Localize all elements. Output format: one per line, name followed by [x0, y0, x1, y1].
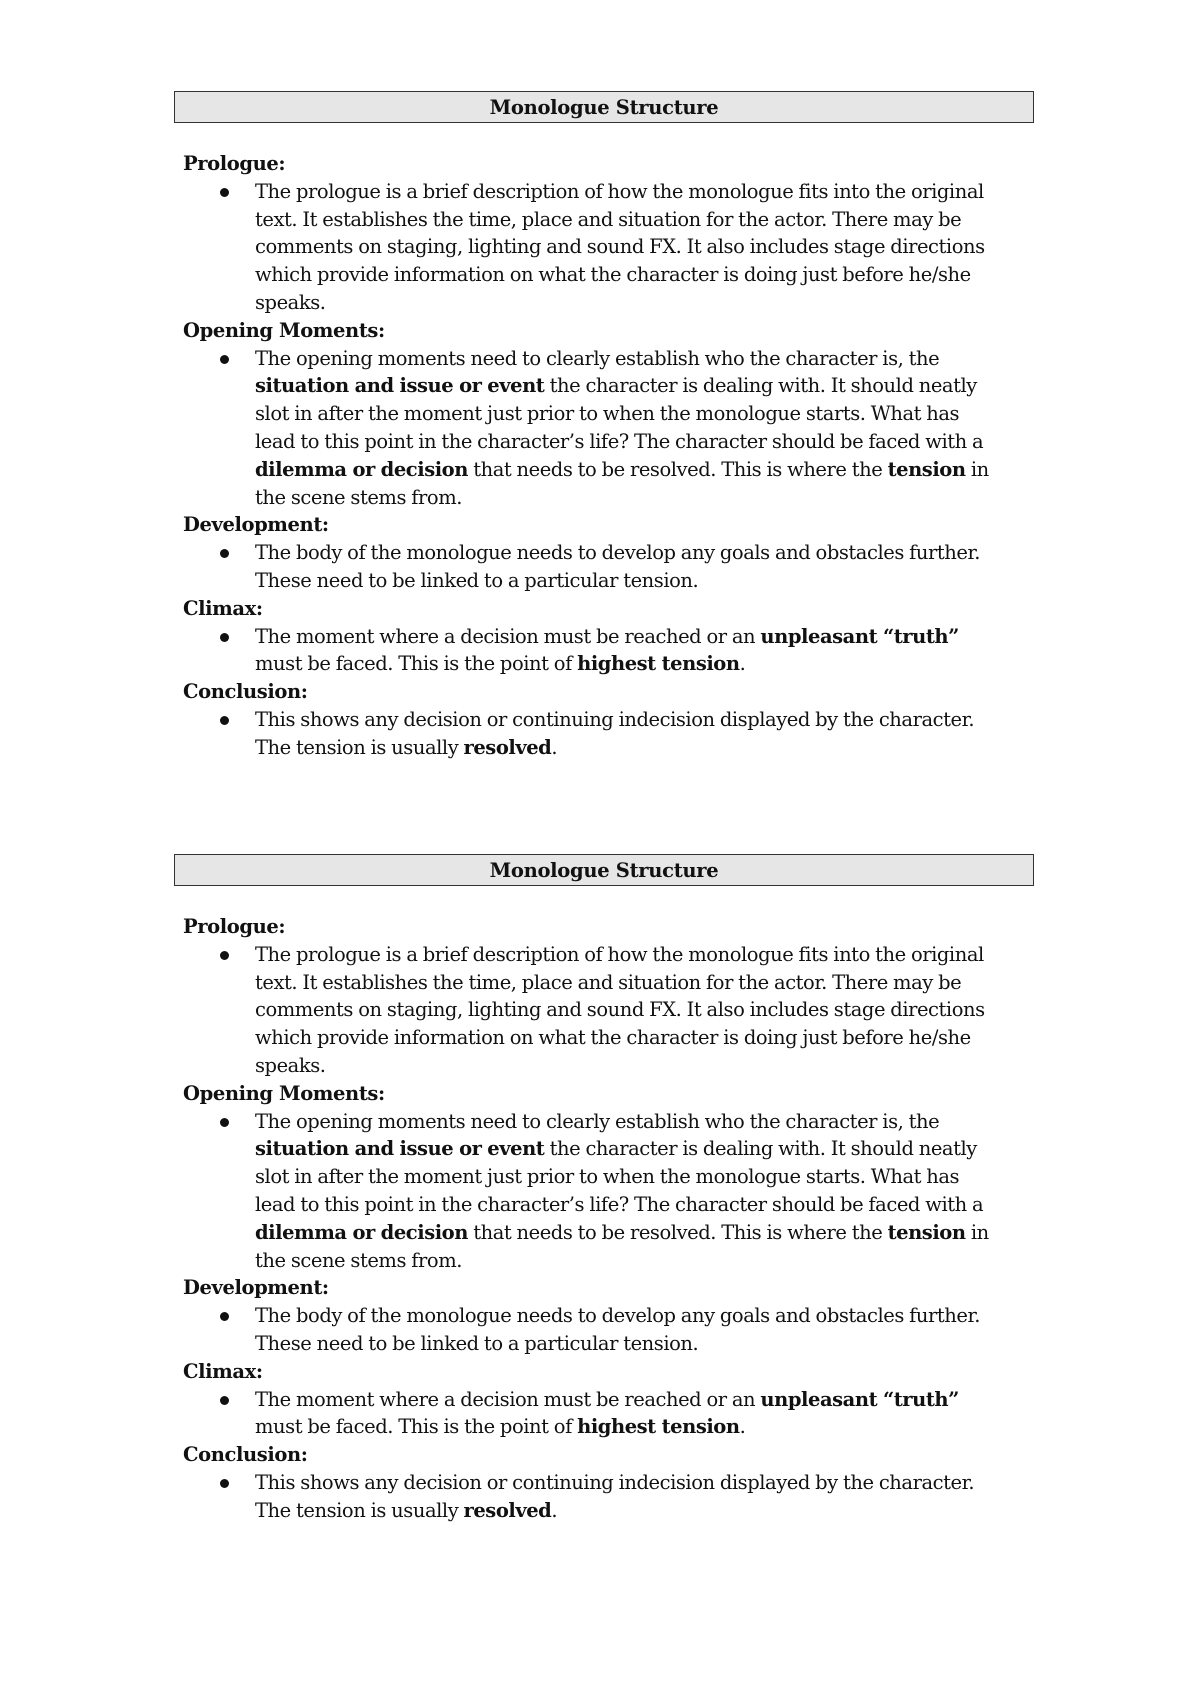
opening-moments-heading: Opening Moments:: [183, 318, 385, 342]
climax-bullet-item: The moment where a decision must be reached or an unpleasant “truth” must be faced. This is the point of highest tension.: [183, 1386, 1034, 1442]
sheet-title: Monologue Structure: [174, 854, 1034, 886]
sheet-title: Monologue Structure: [174, 91, 1034, 123]
conclusion-bullet-item: This shows any decision or continuing indecision displayed by the character. The tension is usually resolved.: [183, 1469, 1034, 1525]
climax-bullet-item: The moment where a decision must be reached or an unpleasant “truth” must be faced. This is the point of highest tension.: [183, 623, 1034, 679]
bullet-icon: [220, 355, 229, 364]
bullet-icon: [220, 716, 229, 725]
bullet-icon: [220, 633, 229, 642]
prologue-bullet-item: The prologue is a brief description of how the monologue fits into the original text. It establishes the time, place and situation for the actor. There may be comments on staging, lighting and sound FX. It also includes stage directions which provide information on what the character is doing just before he/she speaks.: [183, 178, 1034, 317]
conclusion-bullet-item: This shows any decision or continuing indecision displayed by the character. The tension is usually resolved.: [183, 706, 1034, 762]
development-heading: Development:: [183, 513, 329, 537]
conclusion-heading: Conclusion:: [183, 680, 308, 704]
development-bullet-item: The body of the monologue needs to develop any goals and obstacles further. These need to be linked to a particular tension.: [183, 539, 1034, 595]
monologue-structure-sheet-2: [174, 854, 1034, 1525]
bullet-icon: [220, 1118, 229, 1127]
development-heading: Development:: [183, 1276, 329, 1300]
conclusion-heading: Conclusion:: [183, 1443, 308, 1467]
monologue-structure-sheet-1: [174, 91, 1034, 762]
prologue-heading: Prologue:: [183, 915, 286, 938]
bullet-icon: [220, 1312, 229, 1321]
development-bullet-item: The body of the monologue needs to develop any goals and obstacles further. These need to be linked to a particular tension.: [183, 1302, 1034, 1358]
bullet-icon: [220, 1479, 229, 1488]
bullet-icon: [220, 549, 229, 558]
bullet-icon: [220, 1396, 229, 1405]
climax-heading: Climax:: [183, 596, 263, 620]
opening-moments-bullet-item: The opening moments need to clearly establish who the character is, the situation and issue or event the character is dealing with. It should neatly slot in after the moment just prior to when the monologue starts. What has lead to this point in the character’s life? The character should be faced with a dilemma or decision that needs to be resolved. This is where the tension in the scene stems from.: [183, 1108, 1034, 1275]
prologue-heading: Prologue:: [183, 152, 286, 175]
prologue-bullet-item: The prologue is a brief description of how the monologue fits into the original text. It establishes the time, place and situation for the actor. There may be comments on staging, lighting and sound FX. It also includes stage directions which provide information on what the character is doing just before he/she speaks.: [183, 941, 1034, 1080]
bullet-icon: [220, 951, 229, 960]
opening-moments-bullet-item: The opening moments need to clearly establish who the character is, the situation and issue or event the character is dealing with. It should neatly slot in after the moment just prior to when the monologue starts. What has lead to this point in the character’s life? The character should be faced with a dilemma or decision that needs to be resolved. This is where the tension in the scene stems from.: [183, 345, 1034, 512]
opening-moments-heading: Opening Moments:: [183, 1081, 385, 1105]
bullet-icon: [220, 188, 229, 197]
sections: [174, 913, 1034, 1525]
climax-heading: Climax:: [183, 1359, 263, 1383]
sections: [174, 150, 1034, 762]
